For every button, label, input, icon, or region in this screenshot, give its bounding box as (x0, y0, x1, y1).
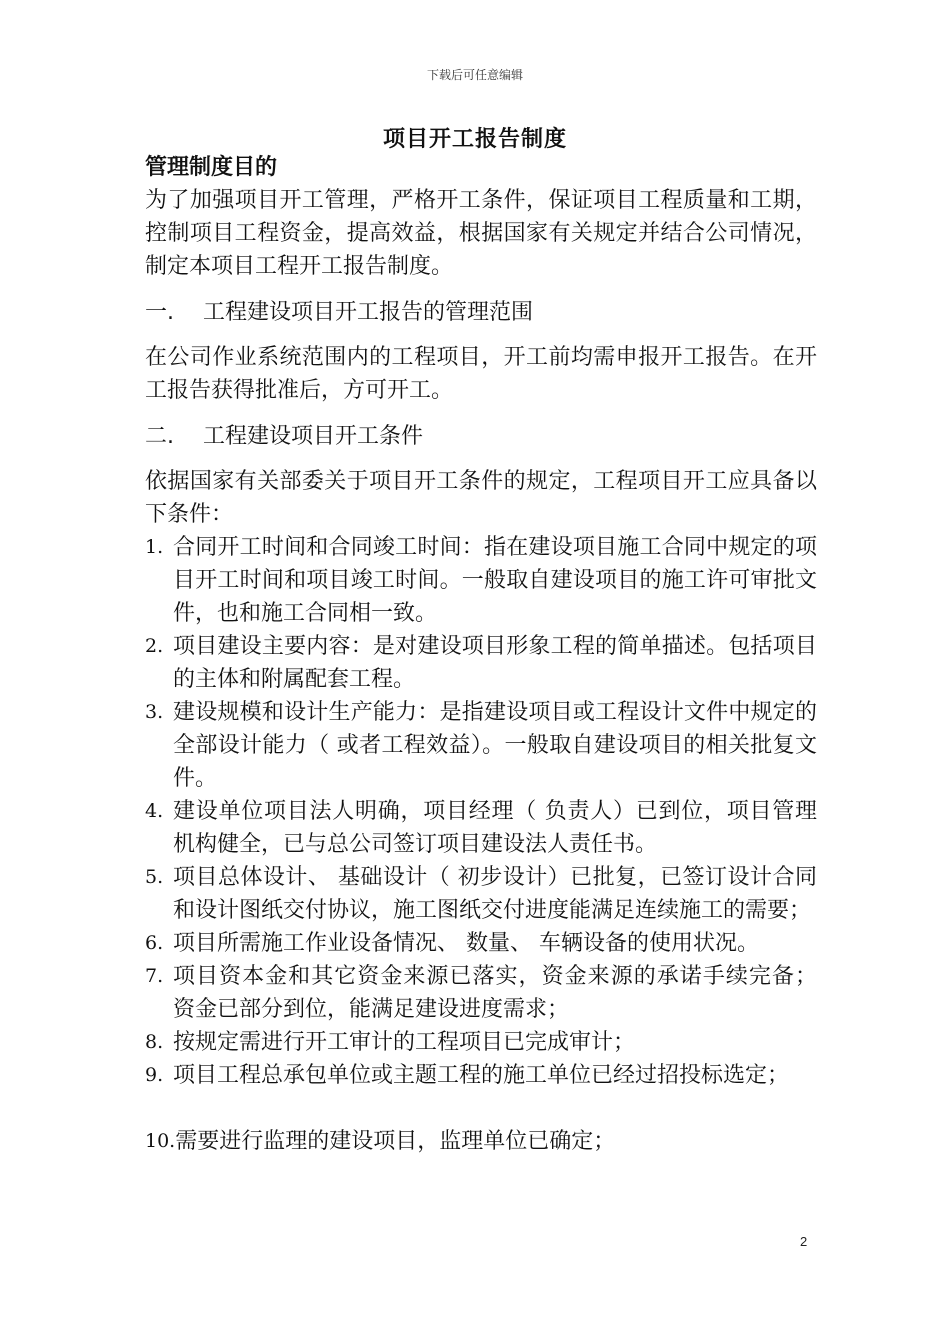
section-2-heading (145, 421, 817, 453)
section-2-intro: 依据国家有关部委关于项目开工条件的规定，工程项目开工应具备以下条件： (145, 469, 817, 527)
list-item-text: 项目所需施工作业设备情况、 数量、 车辆设备的使用状况。 (173, 931, 759, 956)
purpose-paragraph: 为了加强项目开工管理，严格开工条件，保证项目工程质量和工期，控制项目工程资金，提高效益，根据国家有关规定并结合公司情况，制定本项目工程开工报告制度。 (145, 188, 817, 279)
list-item (145, 531, 817, 630)
list-item (145, 960, 817, 1026)
section-1-heading (145, 297, 817, 329)
section-2-number: 二. (145, 424, 174, 449)
page-header: 下载后可任意编辑 (426, 68, 523, 82)
list-item-number: 4. (145, 800, 164, 822)
list-item (145, 696, 817, 795)
list-item-10 (145, 1125, 817, 1158)
list-item-number: 7. (145, 965, 164, 987)
list-item (145, 861, 817, 927)
section-1-number: 一. (145, 300, 174, 325)
section-2-title: 工程建设项目开工条件 (203, 424, 424, 449)
list-item-number: 9. (145, 1064, 164, 1086)
list-item-text: 建设单位项目法人明确，项目经理（ 负责人）已到位，项目管理机构健全，已与总公司签订项目建设法人责任书。 (173, 799, 817, 857)
page-number: 2 (800, 1234, 808, 1249)
purpose-heading: 管理制度目的 (145, 155, 278, 180)
list-item-text: 按规定需进行开工审计的工程项目已完成审计； (173, 1030, 636, 1055)
list-item (145, 630, 817, 696)
list-item-text: 项目建设主要内容：是对建设项目形象工程的简单描述。包括项目的主体和附属配套工程。 (173, 634, 817, 692)
list-item (145, 795, 817, 861)
list-item-number: 6. (145, 932, 164, 954)
list-item-number: 3. (145, 701, 164, 723)
document-body (145, 152, 817, 1158)
list-item-text: 项目工程总承包单位或主题工程的施工单位已经过招投标选定； (173, 1063, 790, 1088)
list-item-number: 5. (145, 866, 164, 888)
document-title: 项目开工报告制度 (382, 127, 567, 152)
list-item-number: 10. (145, 1130, 176, 1152)
list-item (145, 1059, 817, 1092)
list-item-number: 2. (145, 635, 164, 657)
list-item-number: 8. (145, 1031, 164, 1053)
list-item (145, 1026, 817, 1059)
conditions-list (145, 531, 817, 1092)
section-1-title: 工程建设项目开工报告的管理范围 (203, 300, 534, 325)
section-1-paragraph: 在公司作业系统范围内的工程项目，开工前均需申报开工报告。在开工报告获得批准后，方可开工。 (145, 345, 817, 403)
list-item-text: 项目资本金和其它资金来源已落实，资金来源的承诺手续完备； 资金已部分到位，能满足建设进度需求； (173, 964, 817, 1022)
list-item-text: 需要进行监理的建设项目，监理单位已确定； (175, 1129, 616, 1154)
list-item-text: 合同开工时间和合同竣工时间：指在建设项目施工合同中规定的项目开工时间和项目竣工时间。一般取自建设项目的施工许可审批文件，也和施工合同相一致。 (173, 535, 817, 626)
list-item-number: 1. (145, 536, 164, 558)
list-item-text: 项目总体设计、 基础设计（ 初步设计）已批复，已签订设计合同和设计图纸交付协议，施工图纸交付进度能满足连续施工的需要； (173, 865, 817, 923)
list-item-text: 建设规模和设计生产能力：是指建设项目或工程设计文件中规定的全部设计能力（ 或者工程效益）。一般取自建设项目的相关批复文件。 (173, 700, 817, 791)
list-item (145, 927, 817, 960)
